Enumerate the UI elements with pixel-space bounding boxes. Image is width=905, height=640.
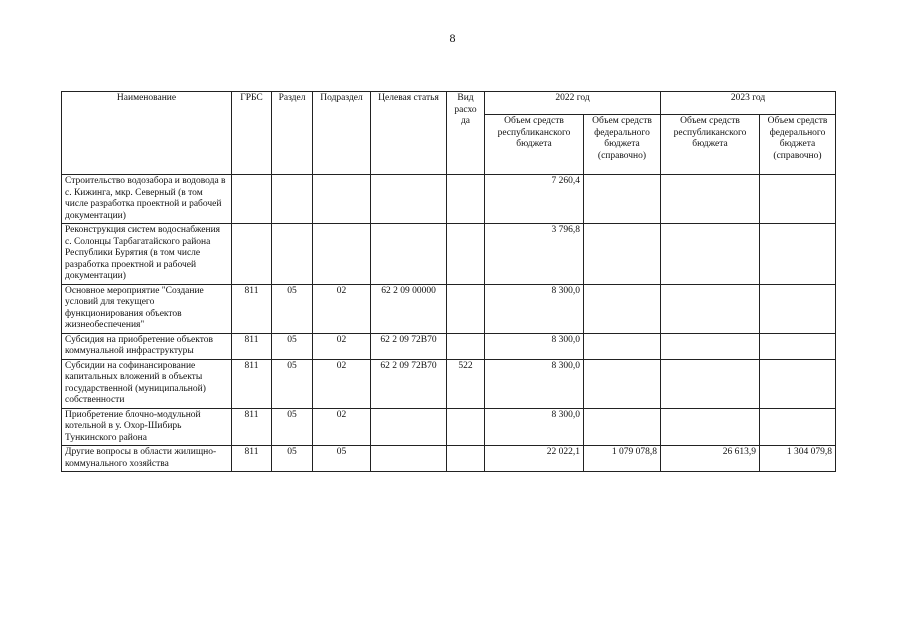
cell-r22: 8 300,0 bbox=[485, 408, 584, 446]
cell-razdel bbox=[272, 224, 313, 285]
cell-r23 bbox=[661, 333, 760, 359]
cell-f22: 1 079 078,8 bbox=[584, 446, 661, 472]
cell-f23 bbox=[760, 408, 836, 446]
cell-name: Основное мероприятие "Создание условий для текущего функционирования объектов жизнеобеспечения" bbox=[62, 284, 232, 333]
cell-target bbox=[371, 175, 447, 224]
cell-razdel bbox=[272, 175, 313, 224]
table-row bbox=[62, 446, 836, 472]
cell-f22 bbox=[584, 408, 661, 446]
table-row bbox=[62, 224, 836, 285]
cell-r23 bbox=[661, 224, 760, 285]
header-razdel: Раздел bbox=[272, 92, 313, 175]
cell-name: Приобретение блочно-модульной котельной в у. Охор-Шибирь Тункинского района bbox=[62, 408, 232, 446]
cell-target bbox=[371, 224, 447, 285]
table-row bbox=[62, 333, 836, 359]
cell-podrazdel bbox=[313, 175, 371, 224]
header-rep-2023: Объем средств республиканского бюджета bbox=[661, 115, 760, 175]
cell-vid: 522 bbox=[447, 359, 485, 408]
cell-name: Другие вопросы в области жилищно-коммунального хозяйства bbox=[62, 446, 232, 472]
cell-f22 bbox=[584, 284, 661, 333]
cell-grbs: 811 bbox=[232, 359, 272, 408]
cell-r22: 3 796,8 bbox=[485, 224, 584, 285]
cell-f23 bbox=[760, 359, 836, 408]
cell-f23 bbox=[760, 284, 836, 333]
cell-f22 bbox=[584, 333, 661, 359]
cell-f22 bbox=[584, 224, 661, 285]
cell-f23: 1 304 079,8 bbox=[760, 446, 836, 472]
header-year-2022: 2022 год bbox=[485, 92, 661, 115]
cell-grbs bbox=[232, 224, 272, 285]
table-row bbox=[62, 408, 836, 446]
header-fed-2023: Объем средств федерального бюджета (справочно) bbox=[760, 115, 836, 175]
cell-vid bbox=[447, 333, 485, 359]
cell-r23 bbox=[661, 359, 760, 408]
cell-name: Субсидии на софинансирование капитальных вложений в объекты государственной (муниципальной) собственности bbox=[62, 359, 232, 408]
cell-podrazdel: 02 bbox=[313, 408, 371, 446]
cell-podrazdel: 05 bbox=[313, 446, 371, 472]
header-target: Целевая статья bbox=[371, 92, 447, 175]
cell-r22: 8 300,0 bbox=[485, 333, 584, 359]
cell-vid bbox=[447, 175, 485, 224]
cell-razdel: 05 bbox=[272, 284, 313, 333]
header-fed-2022: Объем средств федерального бюджета (справочно) bbox=[584, 115, 661, 175]
header-grbs: ГРБС bbox=[232, 92, 272, 175]
cell-razdel: 05 bbox=[272, 408, 313, 446]
cell-vid bbox=[447, 446, 485, 472]
header-row bbox=[62, 92, 836, 115]
cell-grbs: 811 bbox=[232, 333, 272, 359]
cell-r23 bbox=[661, 408, 760, 446]
cell-name: Строительство водозабора и водовода в с. Кижинга, мкр. Северный (в том числе разработка проектной и рабочей документации) bbox=[62, 175, 232, 224]
cell-podrazdel: 02 bbox=[313, 333, 371, 359]
cell-target: 62 2 09 72В70 bbox=[371, 333, 447, 359]
header-vid: Вид расхо да bbox=[447, 92, 485, 175]
table-row bbox=[62, 359, 836, 408]
cell-grbs bbox=[232, 175, 272, 224]
cell-r22: 8 300,0 bbox=[485, 284, 584, 333]
cell-f23 bbox=[760, 175, 836, 224]
cell-r23 bbox=[661, 284, 760, 333]
cell-razdel: 05 bbox=[272, 333, 313, 359]
cell-podrazdel: 02 bbox=[313, 284, 371, 333]
cell-vid bbox=[447, 224, 485, 285]
header-podrazdel: Подраздел bbox=[313, 92, 371, 175]
cell-name: Субсидия на приобретение объектов коммунальной инфраструктуры bbox=[62, 333, 232, 359]
cell-f23 bbox=[760, 224, 836, 285]
header-year-2023: 2023 год bbox=[661, 92, 836, 115]
cell-razdel: 05 bbox=[272, 359, 313, 408]
cell-name: Реконструкция систем водоснабжения с. Солонцы Тарбагатайского района Республики Бурятия (в том числе разработка проектной и рабочей документации) bbox=[62, 224, 232, 285]
cell-r22: 8 300,0 bbox=[485, 359, 584, 408]
cell-target: 62 2 09 00000 bbox=[371, 284, 447, 333]
cell-grbs: 811 bbox=[232, 284, 272, 333]
cell-podrazdel bbox=[313, 224, 371, 285]
cell-vid bbox=[447, 408, 485, 446]
cell-razdel: 05 bbox=[272, 446, 313, 472]
table-row bbox=[62, 284, 836, 333]
table-row bbox=[62, 175, 836, 224]
cell-target: 62 2 09 72В70 bbox=[371, 359, 447, 408]
cell-r23: 26 613,9 bbox=[661, 446, 760, 472]
budget-table bbox=[61, 91, 836, 472]
cell-f23 bbox=[760, 333, 836, 359]
cell-podrazdel: 02 bbox=[313, 359, 371, 408]
table-body bbox=[62, 175, 836, 472]
page-number: 8 bbox=[449, 31, 456, 45]
header-rep-2022: Объем средств республиканского бюджета bbox=[485, 115, 584, 175]
cell-r23 bbox=[661, 175, 760, 224]
cell-target bbox=[371, 408, 447, 446]
cell-f22 bbox=[584, 359, 661, 408]
cell-target bbox=[371, 446, 447, 472]
cell-f22 bbox=[584, 175, 661, 224]
cell-r22: 22 022,1 bbox=[485, 446, 584, 472]
header-name: Наименование bbox=[62, 92, 232, 175]
cell-r22: 7 260,4 bbox=[485, 175, 584, 224]
cell-grbs: 811 bbox=[232, 446, 272, 472]
cell-vid bbox=[447, 284, 485, 333]
cell-grbs: 811 bbox=[232, 408, 272, 446]
